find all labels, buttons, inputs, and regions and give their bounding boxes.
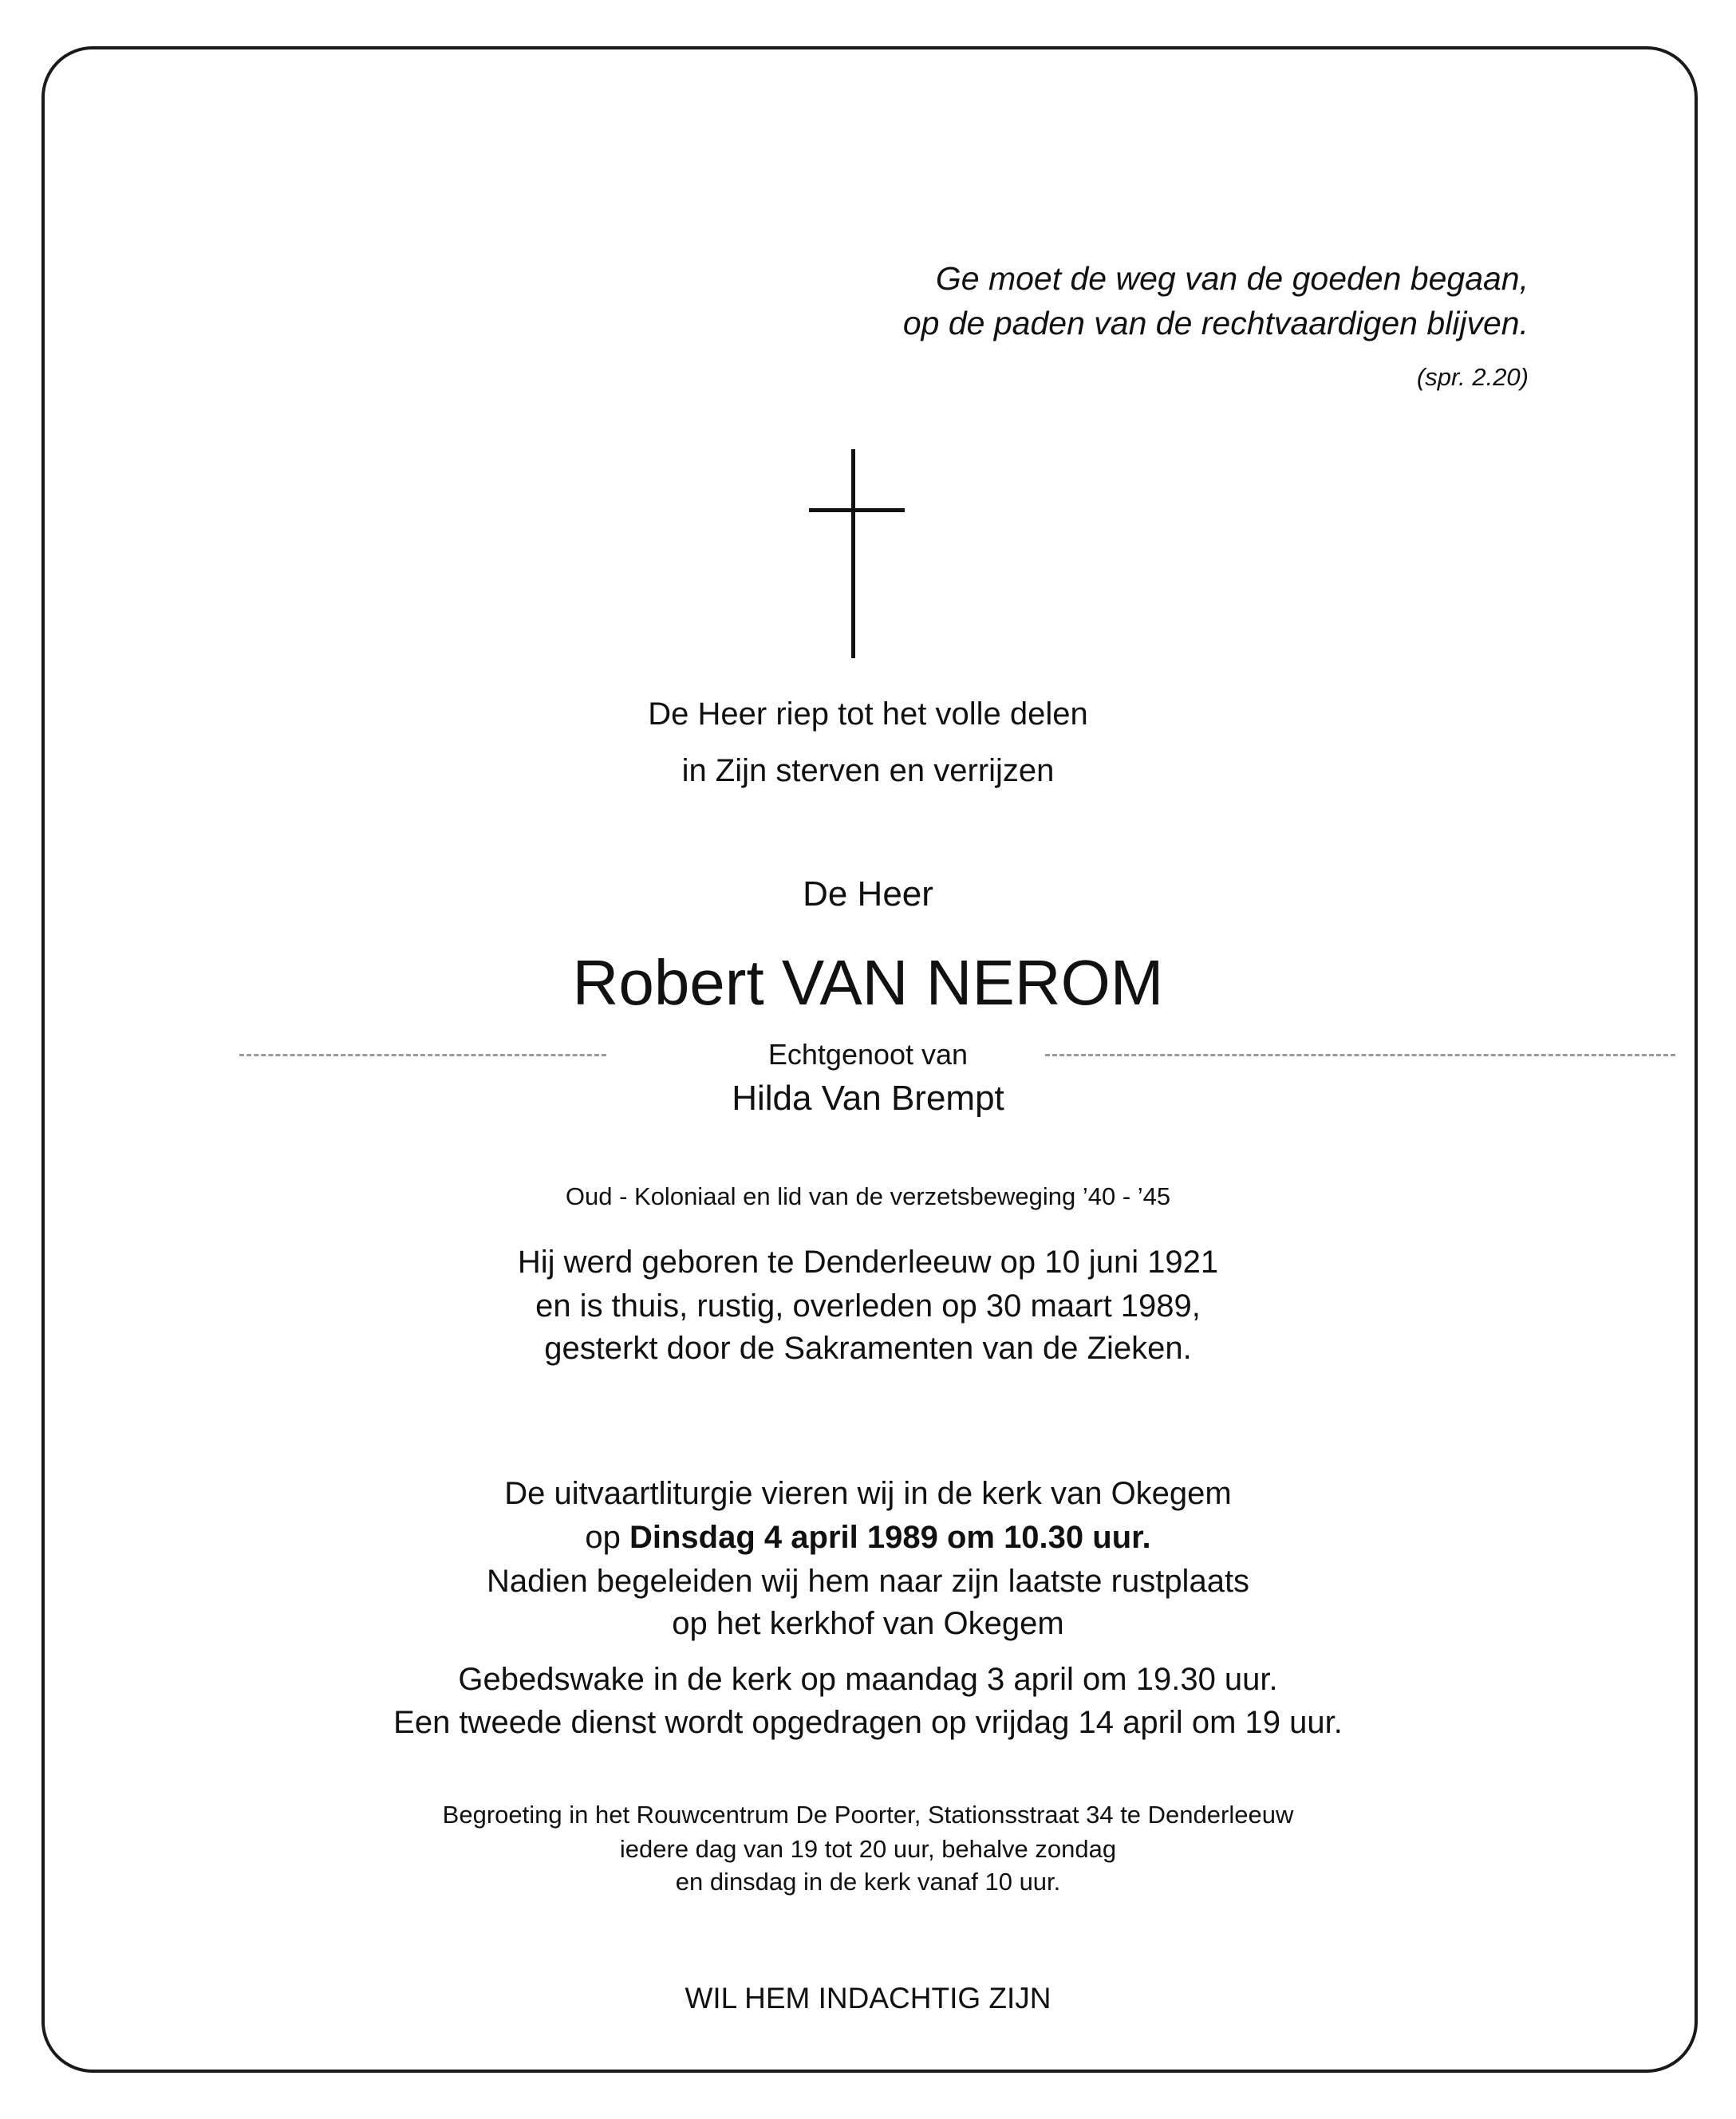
cross-horizontal [809, 508, 905, 512]
intro-line-1: De Heer riep tot het volle delen [648, 696, 1088, 732]
deceased-description: Oud - Koloniaal en lid van de verzetsbeweging ’40 - ’45 [565, 1182, 1171, 1210]
funeral-date-line [0, 1520, 1736, 1556]
visitation-line-2: iedere dag van 19 tot 20 uur, behalve zondag [619, 1835, 1117, 1863]
quote-line-1: Ge moet de weg van de goeden begaan, [935, 260, 1529, 297]
honorific: De Heer [803, 874, 933, 913]
visitation-line-1: Begroeting in het Rouwcentrum De Poorter, Stationsstraat 34 te Denderleeuw [442, 1801, 1294, 1829]
spouse-label: Echtgenoot van [767, 1038, 969, 1071]
visitation-line-3: en dinsdag in de kerk vanaf 10 uur. [675, 1868, 1061, 1896]
funeral-second-service: Een tweede dienst wordt opgedragen op vrijdag 14 april om 19 uur. [393, 1705, 1343, 1740]
closing-line: WIL HEM INDACHTIG ZIJN [685, 1982, 1051, 2014]
life-line-2: en is thuis, rustig, overleden op 30 maart 1989, [535, 1288, 1201, 1324]
funeral-line-1: De uitvaartliturgie vieren wij in de kerk van Okegem [504, 1476, 1232, 1511]
cross-vertical [851, 449, 855, 658]
life-line-1: Hij werd geboren te Denderleeuw op 10 juni 1921 [517, 1245, 1219, 1280]
funeral-line-3: Nadien begeleiden wij hem naar zijn laatste rustplaats [486, 1564, 1250, 1599]
funeral-date: Dinsdag 4 april 1989 om 10.30 uur. [629, 1520, 1151, 1555]
life-line-3: gesterkt door de Sakramenten van de Zieken. [544, 1331, 1192, 1366]
funeral-line-4: op het kerkhof van Okegem [672, 1606, 1064, 1641]
quote-line-2: op de paden van de rechtvaardigen blijven. [902, 305, 1529, 341]
deceased-name: Robert VAN NEROM [572, 947, 1164, 1018]
intro-line-2: in Zijn sterven en verrijzen [681, 753, 1055, 788]
quote-reference: (spr. 2.20) [1416, 363, 1529, 391]
spouse-name: Hilda Van Brempt [732, 1079, 1004, 1118]
funeral-vigil: Gebedswake in de kerk op maandag 3 april om 19.30 uur. [458, 1662, 1278, 1697]
funeral-date-prefix: op [585, 1520, 621, 1555]
